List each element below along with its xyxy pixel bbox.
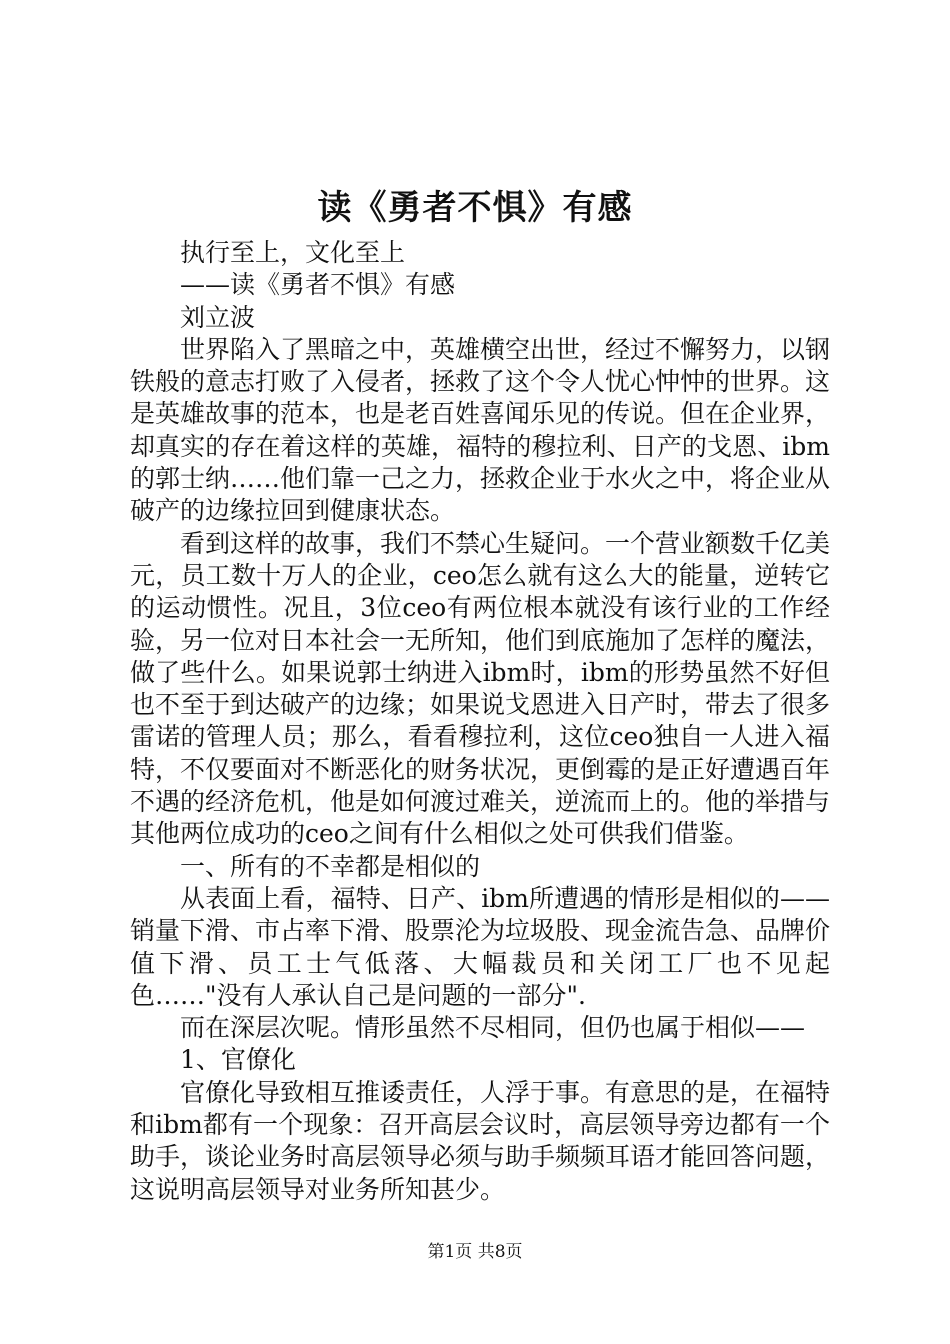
author: 刘立波 (180, 302, 256, 332)
subsection-heading: 1、官僚化 (180, 1045, 296, 1075)
subtitle-secondary: ——读《勇者不惧》有感 (180, 270, 456, 300)
page-footer: 第1页 共8页 (427, 1242, 523, 1262)
document-title: 读《勇者不惧》有感 (317, 188, 633, 228)
paragraph: 看到这样的故事，我们不禁心生疑问。一个营业额数千亿美元，员工数十万人的企业，ceo怎么就有这么大的能量，逆转它的运动惯性。况且，3位ceo有两位根本就没有该行业的工作经验，另一位对日本社会一无所知，他们到底施加了怎样的魔法，做了些什么。如果说郭士纳进入ibm时，ibm的形势虽然不好但也不至于到达破产的边缘；如果说戈恩进入日产时，带去了很多雷诺的管理人员；那么，看看穆拉利，这位ceo独自一人进入福特，不仅要面对不断恶化的财务状况，更倒霉的是正好遭遇百年不遇的经济危机，他是如何渡过难关，逆流而上的。他的举措与其他两位成功的ceo之间有什么相似之处可供我们借鉴。 (130, 528, 831, 849)
section-heading: 一、所有的不幸都是相似的 (180, 851, 481, 881)
paragraph: 世界陷入了黑暗之中，英雄横空出世，经过不懈努力，以钢铁般的意志打败了入侵者，拯救了这个令人忧心忡忡的世界。这是英雄故事的范本，也是老百姓喜闻乐见的传说。但在企业界，却真实的存在着这样的英雄，福特的穆拉利、日产的戈恩、ibm的郭士纳……他们靠一己之力，拯救企业于水火之中，将企业从破产的边缘拉回到健康状态。 (130, 334, 831, 526)
subtitle: 执行至上，文化至上 (180, 238, 406, 267)
paragraph: 从表面上看，福特、日产、ibm所遭遇的情形是相似的——销量下滑、市占率下滑、股票沦为垃圾股、现金流告急、品牌价值下滑、员工士气低落、大幅裁员和关闭工厂也不见起色……"没有人承认自己是问题的一部分". (130, 883, 831, 1010)
document-body (130, 237, 830, 1206)
paragraph: 而在深层次呢。情形虽然不尽相同，但仍也属于相似—— (180, 1013, 806, 1043)
paragraph: 官僚化导致相互推诿责任，人浮于事。有意思的是，在福特和ibm都有一个现象：召开高层会议时，高层领导旁边都有一个助手，谈论业务时高层领导必须与助手频频耳语才能回答问题，这说明高层领导对业务所知甚少。 (130, 1077, 831, 1204)
